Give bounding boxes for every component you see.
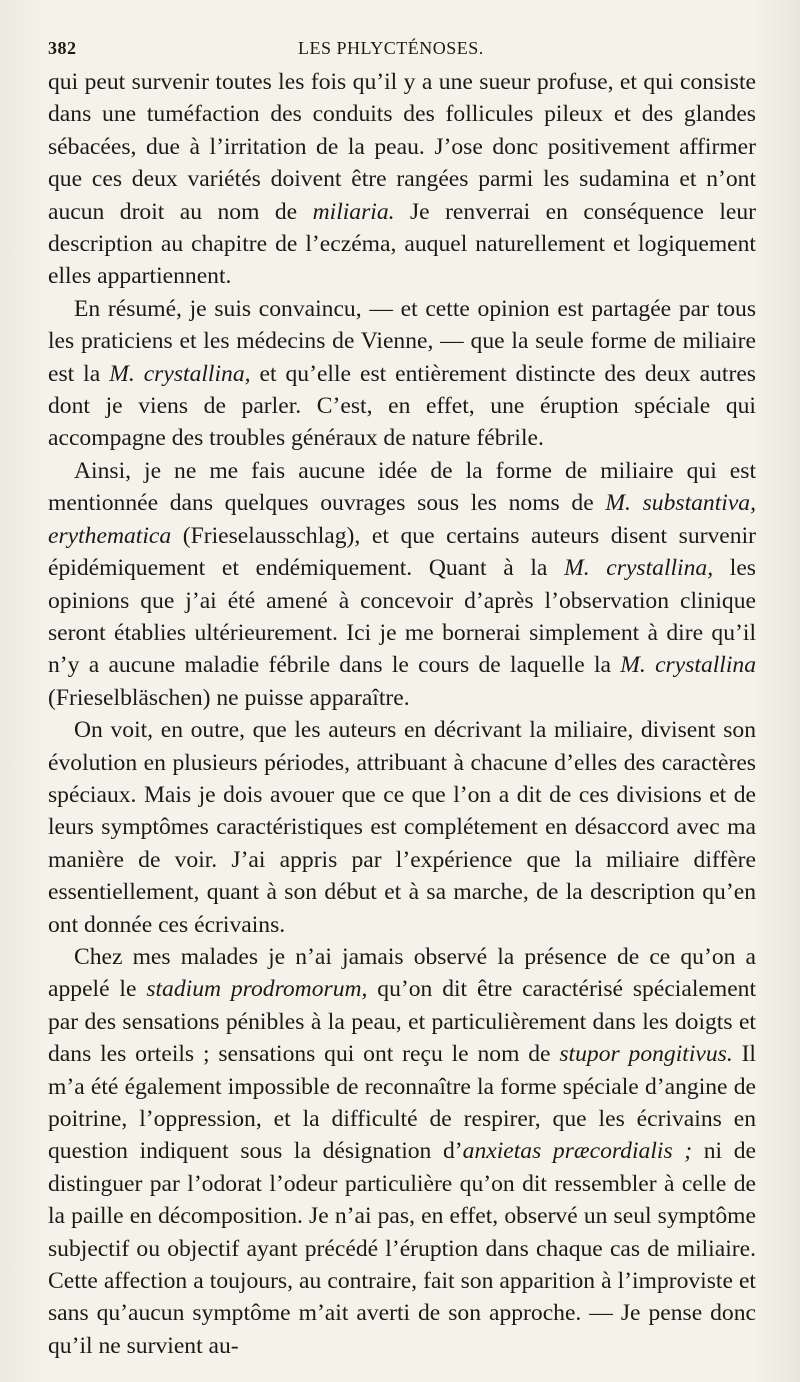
text-run: qui peut survenir toutes les fois qu’il y a une sueur profuse, et qui consiste dans une tuméfaction des conduits des follicules pileux et des glandes sébacées, due à l’irritation de la peau. J’ose donc positivement affirmer que ces deux variétés doivent être rangées parmi les sudamina et n’ont aucun droit au nom de xyxy=(48,69,756,225)
text-run: Ainsi, je ne me fais aucune idée de la forme de miliaire qui est mentionnée dans quelques ouvrages sous les noms de xyxy=(48,457,756,517)
page-number: 382 xyxy=(48,38,77,58)
text-run: et qu’elle est entièrement distincte des deux autres dont je viens de parler. C’est, en effet, une éruption spéciale qui accompagne des troubles généraux de nature fébrile. xyxy=(48,360,756,452)
paragraph-p3 xyxy=(48,455,756,714)
text-run: les opinions que j’ai été amené à concevoir d’après l’observation clinique seront établies ultérieurement. Ici je me bornerai simplement à dire qu’il n’y a aucune maladie fébrile dans le cours de laquelle la xyxy=(48,555,756,679)
text-run: Il m’a été également impossible de reconnaître la forme spéciale d’angine de poitrine, l’oppression, et la difficulté de respirer, que les écrivains en question indiquent sous la désignation d’ xyxy=(48,1041,756,1165)
body-text xyxy=(48,66,756,1362)
italic-term: M. substantiva, erythematica xyxy=(48,490,756,549)
paragraph-p1 xyxy=(48,66,756,293)
text-run: Je renverrai en conséquence leur description au chapitre de l’eczéma, auquel naturellement et logiquement elles appartiennent. xyxy=(48,198,756,290)
italic-term: M. crystallina xyxy=(620,652,757,679)
running-title: LES PHLYCTÉNOSES. xyxy=(298,38,484,58)
paragraph-p4 xyxy=(48,714,756,941)
text-run: qu’on dit être caractérisé spécialement par des sensations pénibles à la peau, et particulièrement dans les doigts et dans les orteils ; sensations qui ont reçu le nom de xyxy=(48,976,757,1068)
text-run: En résumé, je suis convaincu, — et cette opinion est partagée par tous les praticiens et les médecins de Vienne, — que la seule forme de miliaire est la xyxy=(48,295,756,387)
italic-term: M. crystallina, xyxy=(109,360,251,387)
running-head xyxy=(48,36,756,64)
italic-term: anxietas præcordialis ; xyxy=(462,1138,693,1165)
text-run: (Frieselausschlag), et que certains auteurs disent survenir épidémiquement et endémiquement. Quant à la xyxy=(48,522,756,582)
italic-term: M. crystallina, xyxy=(564,555,714,582)
italic-term: stupor pongitivus. xyxy=(559,1041,733,1068)
paragraph-p5 xyxy=(48,941,756,1362)
text-run: Chez mes malades je n’ai jamais observé la présence de ce qu’on a appelé le xyxy=(48,943,756,1003)
text-run: (Frieselbläschen) ne puisse apparaître. xyxy=(48,684,410,711)
italic-term: stadium prodromorum, xyxy=(146,976,368,1003)
text-run: ni de distinguer par l’odorat l’odeur particulière qu’on dit ressembler à celle de la paille en décomposition. Je n’ai pas, en effet, observé un seul symptôme subjectif ou objectif ayant précédé l’éruption dans chaque cas de miliaire. Cette affection a toujours, au contraire, fait son apparition à l’improviste et sans qu’aucun symptôme m’ait averti de son approche. — Je pense donc qu’il ne survient au- xyxy=(48,1138,757,1359)
paragraph-p2 xyxy=(48,293,756,455)
italic-term: miliaria. xyxy=(312,198,395,225)
text-run: On voit, en outre, que les auteurs en décrivant la miliaire, divisent son évolution en plusieurs périodes, attribuant à chacune d’elles des caractères spéciaux. Mais je dois avouer que ce que l’on a dit de ces divisions et de leurs symptômes caractéristiques est complétement en désaccord avec ma manière de voir. J’ai appris par l’expérience que la miliaire diffère essentiellement, quant à son début et à sa marche, de la description qu’en ont donnée ces écrivains. xyxy=(48,717,756,938)
